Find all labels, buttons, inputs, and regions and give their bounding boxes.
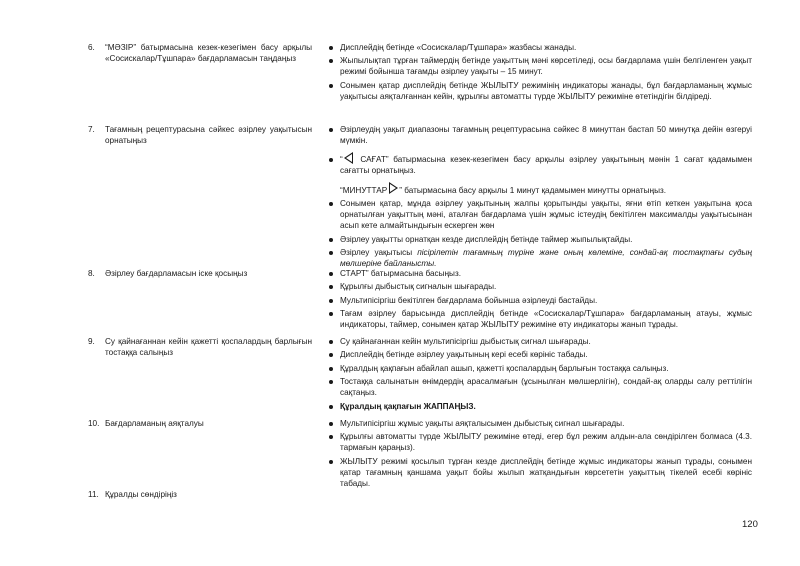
bullet-icon [329,312,333,316]
list-item: Құралдың қақпағын ЖАППАҢЫЗ. [328,401,752,412]
step-number: 6. [88,43,95,52]
list-item: Әзірлеудің уақыт диапазоны тағамның рецептурасына сәйкес 8 минуттан бастап 50 минутқа дейін өзгеруі мүмкін. [328,124,752,146]
list-item: “ САҒАТ” батырмасына кезек-кезегімен басу арқылы әзірлеу уақытының мәнін 1 сағат қадамымен сағатты орнатыңыз. [328,152,752,176]
minute-arrow-right-icon [389,182,398,194]
bullet-icon [329,405,333,409]
step-number: 9. [88,337,95,346]
bullet-icon [329,460,333,464]
bullet-icon [329,158,333,162]
list-item: Тағам әзірлеу барысында дисплейдің бетінде «Сосискалар/Тұшпара» бағдарламаның атауы, жұмыс индикаторы, таймер, сонымен қатар ЖЫЛЫТУ режиміне өту индикаторы жанып тұрады. [328,308,752,330]
step-text: Тағамның рецептурасына сәйкес әзірлеу уақытысын орнатыңыз [105,125,312,145]
bullet-icon [329,367,333,371]
bullet-icon [329,353,333,357]
step-details [328,418,752,491]
bullet-icon [329,251,333,255]
bullet-icon [329,202,333,206]
step-details [328,336,752,414]
bullet-icon [329,299,333,303]
step-text: Бағдарламаның аяқталуы [105,419,204,428]
bullet-icon [329,84,333,88]
bullet-icon [329,422,333,426]
bullet-icon [329,272,333,276]
step-text: Су қайнағаннан кейін қажетті қоспалардың барлығын тостаққа салыңыз [105,337,312,357]
list-item: ЖЫЛЫТУ режимі қосылып тұрған кезде дисплейдің бетінде жұмыс индикаторы жанып тұрады, сонымен қатар тағамның қаншама уақыт бойы жылып жатқандығын көрсететін уақыттың тікелей есебі көрініс табады. [328,456,752,489]
bullet-icon [329,128,333,132]
bullet-icon [329,46,333,50]
list-item: Дисплейдің бетінде «Сосискалар/Тұшпара» жазбасы жанады. [328,42,752,53]
bullet-icon [329,435,333,439]
step-details [328,124,752,272]
list-item: Тостаққа салынатын өнімдердің арасалмағын (ұсынылған мөлшерлігін), сондай-ақ оларды салу реттілігін сақтаңыз. [328,376,752,398]
list-item: Әзірлеу уақытты орнатқан кезде дисплейдің бетінде таймер жыпылықтайды. [328,234,752,245]
bullet-icon [329,238,333,242]
step-description [88,124,312,146]
list-item: Құрылғы дыбыстық сигналын шығарады. [328,281,752,292]
list-item: Мультипісіргіш жұмыс уақыты аяқталысымен дыбыстық сигнал шығарады. [328,418,752,429]
step-description [88,42,312,64]
list-item: Мультипісіргіш бекітілген бағдарлама бойынша әзірлеуді бастайды. [328,295,752,306]
step-description [88,336,312,358]
step-text: Әзірлеу бағдарламасын іске қосыңыз [105,269,248,278]
list-item: Сонымен қатар дисплейдің бетінде ЖЫЛЫТУ режимінің индикаторы жанады, бұл бағдарламаның жұмыс уақытысы аяқталғаннан кейін, құрылғы автоматты түрде ЖЫЛЫТУ режиміне өтетіндігін білдіреді. [328,80,752,102]
step-details [328,268,752,333]
list-item: “МИНУТТАР ” батырмасына басу арқылы 1 минут қадамымен минутты орнатыңыз. [328,182,752,196]
bullet-icon [329,285,333,289]
bullet-icon [329,380,333,384]
list-item: Құралдың қақпағын абайлап ашып, қажетті қоспалардың барлығын тостаққа салыңыз. [328,363,752,374]
bullet-icon [329,59,333,63]
list-item: Жыпылықтап тұрған таймердің бетінде уақыттың мәні көрсетіледі, осы бағдарлама үшін белгіленген уақыт режимі бойынша тағамды әзірлеу уақыты – 15 минут. [328,55,752,77]
list-item: Әзірлеу уақытысы пісірілетін тағамның түріне және оның көлеміне, сондай-ақ тостақтағы судың мөлшеріне байланысты. [328,247,752,269]
bullet-icon [329,340,333,344]
list-item: СТАРТ” батырмасына басыңыз. [328,268,752,279]
step-number: 8. [88,269,95,278]
step-number: 11. [88,490,99,499]
list-item: Дисплейдің бетінде әзірлеу уақытының кері есебі көрініс табады. [328,349,752,360]
list-item: Су қайнағаннан кейін мультипісіргіш дыбыстық сигнал шығарады. [328,336,752,347]
step-text: “МӘЗІР” батырмасына кезек-кезегімен басу арқылы «Сосискалар/Тұшпара» бағдарламасын таңдаңыз [105,43,312,63]
step-description [88,268,312,279]
step-description [88,489,312,500]
hour-arrow-left-icon [344,152,353,164]
list-item: Сонымен қатар, мұнда әзірлеу уақытының жалпы қорытынды уақыты, яғни өтіп кеткен уақытына қоса орнатылған уақыттың мәні, аталған бағдарлама үшін жұмыс істеудің бекітілген максималды уақытысынан асып кете алмайтындығын ескерген жөн [328,198,752,231]
step-details [328,42,752,104]
page-number: 120 [742,519,758,530]
step-description [88,418,312,429]
step-number: 7. [88,125,95,134]
list-item: Құрылғы автоматты түрде ЖЫЛЫТУ режиміне өтеді, егер бұл режим алдын-ала сөндірілген болмаса (4.3. тармағын қараңыз). [328,431,752,453]
step-text: Құралды сөндіріңіз [105,490,177,499]
step-number: 10. [88,419,100,428]
